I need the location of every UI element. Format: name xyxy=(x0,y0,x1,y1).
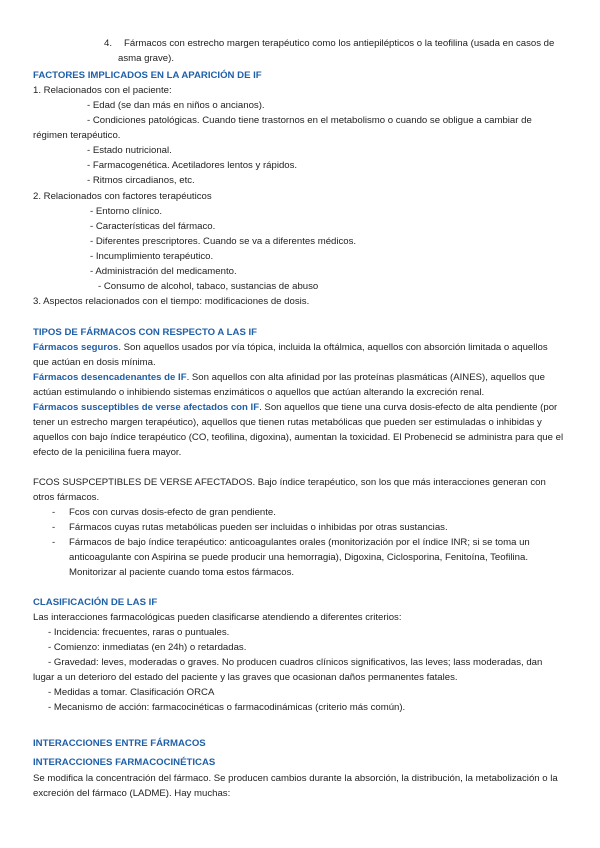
factores-g1-item: - Condiciones patológicas. Cuando tiene trastornos en el metabolismo o cuando se obligue a cambiar de xyxy=(87,115,532,126)
factores-g2-item: - Incumplimiento terapéutico. xyxy=(90,251,214,262)
clasif-item: - Comienzo: inmediatas (en 24h) o retardadas. xyxy=(48,642,247,653)
clasif-heading: CLASIFICACIÓN DE LAS IF xyxy=(33,597,158,608)
bullet-dash: - xyxy=(52,537,56,548)
factores-g2-item: - Administración del medicamento. xyxy=(90,266,237,277)
desencadenantes-label: Fármacos desencadenantes de IF xyxy=(33,372,187,383)
bullet-dash: - xyxy=(52,522,56,533)
bullet-dash: - xyxy=(52,507,56,518)
fcos-intro: FCOS SUSPCEPTIBLES DE VERSE AFECTADOS. Bajo índice terapéutico, son los que más interacciones generan con xyxy=(33,477,546,488)
factores-g2-item: - Características del fármaco. xyxy=(90,221,216,232)
desencadenantes-text-cont: actúan estimulando o inhibiendo sistemas enzimáticos o aquellos que actúan alterando la excreción renal. xyxy=(33,387,485,398)
interacciones-text: Se modifica la concentración del fármaco. Se producen cambios durante la absorción, la distribución, la metabolización o la xyxy=(33,773,558,784)
interacciones-heading: INTERACCIONES ENTRE FÁRMACOS xyxy=(33,738,206,749)
tipos-desencadenantes xyxy=(33,371,545,386)
tipos-seguros xyxy=(33,341,548,356)
top-item-number: 4. xyxy=(104,38,113,49)
clasif-item: - Incidencia: frecuentes, raras o puntuales. xyxy=(48,627,230,638)
tipos-heading: TIPOS DE FÁRMACOS CON RESPECTO A LAS IF xyxy=(33,327,258,338)
seguros-text-cont: que actúan en dosis mínima. xyxy=(33,357,156,368)
clasif-item-cont: lugar a un deterioro del estado del paciente y las graves que ocasionan daños permanentes fatales. xyxy=(33,672,458,683)
susceptibles-text-cont: efecto de la penicilina fuera mayor. xyxy=(33,447,182,458)
susceptibles-text-cont: aquellos con bajo índice terapéutico (CO, teofilina, digoxina), aumentan la toxicidad. El Probenecid se administra para que el xyxy=(33,432,564,443)
factores-g2-item: - Entorno clínico. xyxy=(90,206,162,217)
interacciones-text-cont: excreción del fármaco (LADME). Hay muchas: xyxy=(33,788,231,799)
factores-heading: FACTORES IMPLICADOS EN LA APARICIÓN DE IF xyxy=(33,70,262,81)
fcos-bullet: Fcos con curvas dosis-efecto de gran pendiente. xyxy=(69,507,276,518)
factores-group2-title: 2. Relacionados con factores terapéuticos xyxy=(33,191,212,202)
factores-g1-item: - Estado nutricional. xyxy=(87,145,172,156)
clasif-intro: Las interacciones farmacológicas pueden clasificarse atendiendo a diferentes criterios: xyxy=(33,612,402,623)
susceptibles-label: Fármacos susceptibles de verse afectados con IF xyxy=(33,402,260,413)
clasif-item: - Mecanismo de acción: farmacocinéticas o farmacodinámicas (criterio más común). xyxy=(48,702,406,713)
susceptibles-text: . Son aquellos que tiene una curva dosis-efecto de alta pendiente (por xyxy=(259,402,558,413)
factores-group1-title: 1. Relacionados con el paciente: xyxy=(33,85,172,96)
top-item-text-cont: asma grave). xyxy=(118,53,174,64)
fcos-bullet: Fármacos de bajo índice terapéutico: anticoagulantes orales (monitorización por el índice INR; si se toma un xyxy=(69,537,530,548)
clasif-item: - Gravedad: leves, moderadas o graves. No producen cuadros clínicos significativos, las leves; lass moderadas, dan xyxy=(48,657,543,668)
seguros-text: . Son aquellos usados por vía tópica, incluida la oftálmica, aquellos con absorción limitada o aquellos xyxy=(118,342,548,353)
tipos-susceptibles xyxy=(33,401,557,416)
fcos-intro-cont: otros fármacos. xyxy=(33,492,100,503)
fcos-bullet-cont: anticoagulante con Aspirina se puede producir una hemorragia), Digoxina, Ciclosporina, Fenitoína, Teofilina. xyxy=(69,552,528,563)
clasif-item: - Medidas a tomar. Clasificación ORCA xyxy=(48,687,215,698)
susceptibles-text-cont: tener un estrecho margen terapéutico), aquellos que tienen rutas metabólicas que pueden ser estimuladas o inhibidas y xyxy=(33,417,542,428)
factores-g2-item: - Consumo de alcohol, tabaco, sustancias de abuso xyxy=(98,281,319,292)
factores-g1-item: - Ritmos circadianos, etc. xyxy=(87,175,195,186)
interacciones-subheading: INTERACCIONES FARMACOCINÉTICAS xyxy=(33,757,216,768)
seguros-label: Fármacos seguros xyxy=(33,342,119,353)
fcos-bullet: Fármacos cuyas rutas metabólicas pueden ser incluidas o inhibidas por otras sustancias. xyxy=(69,522,448,533)
desencadenantes-text: . Son aquellos con alta afinidad por las proteínas plasmáticas (AINES), aquellos que xyxy=(186,372,545,383)
factores-g2-item: - Diferentes prescriptores. Cuando se va a diferentes médicos. xyxy=(90,236,357,247)
factores-group3-title: 3. Aspectos relacionados con el tiempo: modificaciones de dosis. xyxy=(33,296,310,307)
factores-g1-item: régimen terapéutico. xyxy=(33,130,121,141)
factores-g1-item: - Edad (se dan más en niños o ancianos). xyxy=(87,100,265,111)
fcos-bullet-cont: Monitorizar al paciente cuando toma estos fármacos. xyxy=(69,567,295,578)
factores-g1-item: - Farmacogenética. Acetiladores lentos y rápidos. xyxy=(87,160,298,171)
top-item-text: Fármacos con estrecho margen terapéutico como los antiepilépticos o la teofilina (usada en casos de xyxy=(124,38,555,49)
